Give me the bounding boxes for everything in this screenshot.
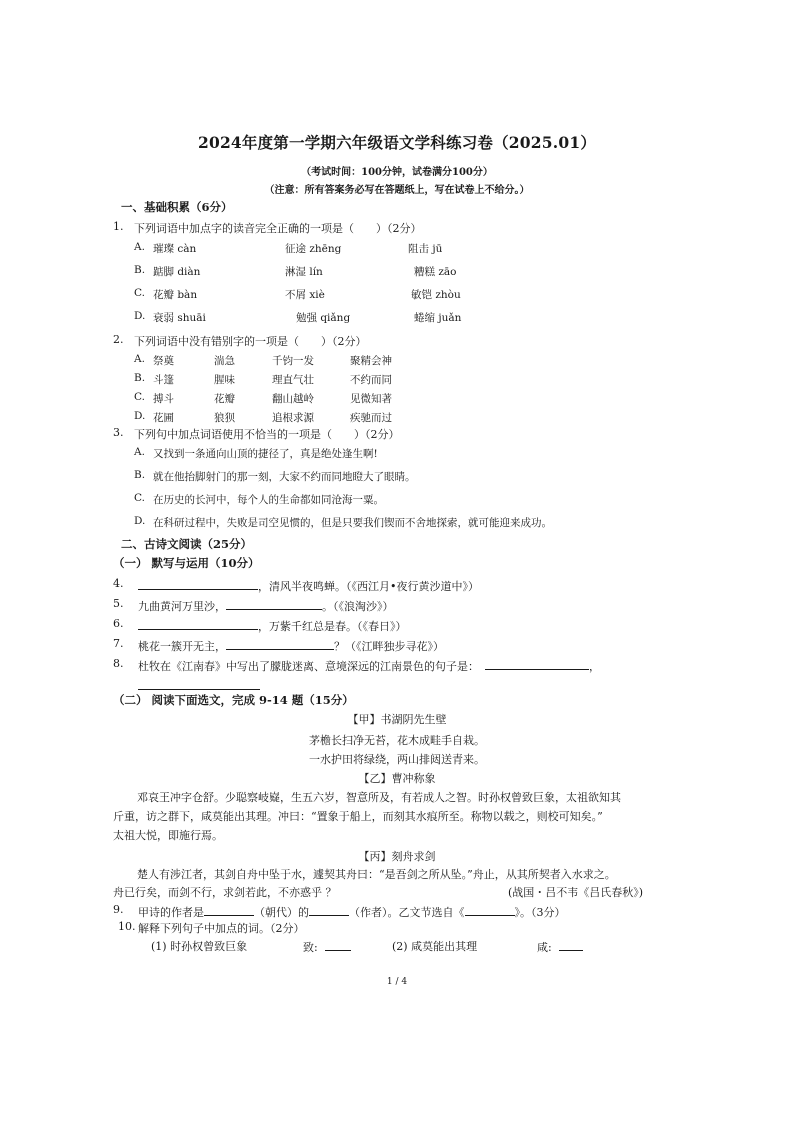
q6-answer-blank[interactable] xyxy=(138,617,258,630)
q3-option-b-label: B. xyxy=(134,469,146,481)
page-title: 2024年度第一学期六年级语文学科练习卷（2025.01） xyxy=(197,133,597,152)
passage-bing-line-1: 楚人有涉江者，其剑自舟中坠于水，遽契其舟曰：“是吾剑之所从坠。”舟止，从其所契者入水求之。 xyxy=(137,868,616,881)
q2-option-b-item-2: 腥味 xyxy=(214,374,235,386)
q2-option-d-item-3: 追根求源 xyxy=(272,412,314,424)
q2-option-b-item-1: 斗篷 xyxy=(153,374,174,386)
passage-bing-line-2: 舟已行矣，而剑不行，求剑若此，不亦惑乎 ？ xyxy=(113,886,337,899)
q2-option-d-label: D. xyxy=(134,410,146,422)
q3-number: 3. xyxy=(113,426,124,439)
q2-option-a-item-3: 千钧一发 xyxy=(272,355,314,367)
q5-number: 5. xyxy=(113,597,124,610)
q6-text: ，万紫千红总是春。（《春日》） xyxy=(258,620,407,633)
q2-number: 2. xyxy=(113,333,124,346)
q10-answer-1-blank[interactable] xyxy=(325,938,351,951)
q3-option-d-label: D. xyxy=(134,515,146,527)
poem-jia-line-2: 一水护田将绿绕，两山排闼送青来。 xyxy=(309,753,485,766)
poem-jia-line-1: 茅檐长扫净无苔，花木成畦手自栽。 xyxy=(309,734,485,747)
q9-author-blank[interactable] xyxy=(309,903,349,916)
q8-answer-blank-2[interactable] xyxy=(138,677,260,690)
passage-bing-source: (战国・吕不韦《吕氏春秋》) xyxy=(508,886,644,899)
q6-number: 6. xyxy=(113,617,124,630)
q4-line xyxy=(138,577,479,594)
q9-number: 9. xyxy=(113,903,124,916)
q1-option-c-item-1: 花瓣 bàn xyxy=(153,289,198,301)
q8-text-after: ， xyxy=(589,660,600,673)
q7-text-after: ？（《江畔独步寻花》） xyxy=(334,640,444,653)
q1-option-d-item-3: 蜷缩 juǎn xyxy=(414,312,462,324)
q1-option-b-label: B. xyxy=(134,264,146,276)
q1-number: 1. xyxy=(113,220,124,233)
q7-line xyxy=(138,637,444,654)
q2-option-a-item-2: 湍急 xyxy=(214,355,235,367)
q3-option-a-label: A. xyxy=(134,446,145,458)
q2-option-d-item-4: 疾驰而过 xyxy=(350,412,392,424)
q3-option-c-label: C. xyxy=(134,492,145,504)
q9-text-3: （作者）。乙文节选自《 xyxy=(349,906,465,919)
passage-yi-line-1: 邓哀王冲字仓舒。少聪察岐嶷，生五六岁，智意所及，有若成人之智。时孙权曾致巨象，太祖欲知其 xyxy=(137,791,621,804)
q2-option-d-item-1: 花圃 xyxy=(153,412,174,424)
poem-jia-title: 【甲】书湖阴先生壁 xyxy=(347,713,447,726)
q1-option-d-item-2: 勉强 qiǎng xyxy=(296,312,351,324)
q6-line xyxy=(138,617,407,634)
q1-option-a-item-1: 璀璨 càn xyxy=(153,243,197,255)
q4-text: ，清风半夜鸣蝉。（《西江月•夜行黄沙道中》） xyxy=(258,580,479,593)
q4-number: 4. xyxy=(113,577,124,590)
q7-number: 7. xyxy=(113,637,124,650)
q9-source-blank[interactable] xyxy=(465,903,515,916)
q10-answer-2 xyxy=(537,938,583,955)
passage-yi-line-3: 太祖大悦，即施行焉。 xyxy=(113,829,223,842)
part-2-heading: （二） 阅读下面选文，完成 9-14 题（15分） xyxy=(113,693,354,707)
section-2-heading: 二、古诗文阅读（25分） xyxy=(121,537,253,551)
q8-number: 8. xyxy=(113,657,124,670)
q9-text-4: 》。（3分） xyxy=(514,906,566,919)
page-number: 1 / 4 xyxy=(386,977,408,987)
q10-answer-1 xyxy=(303,938,351,955)
q2-option-a-label: A. xyxy=(134,353,145,365)
q8-line xyxy=(138,657,600,674)
q5-line xyxy=(138,597,394,614)
q5-answer-blank[interactable] xyxy=(226,597,322,610)
passage-yi-line-2: 斤重，访之群下，咸莫能出其理。冲曰：“置象于船上，而刻其水痕所至。称物以载之，则校可知矣。” xyxy=(113,810,603,823)
q2-option-d-item-2: 狼狈 xyxy=(214,412,235,424)
q2-option-c-item-3: 翻山越岭 xyxy=(272,393,314,405)
q2-option-c-item-4: 见微知著 xyxy=(350,393,392,405)
q2-option-a-item-4: 聚精会神 xyxy=(350,355,392,367)
q9-line xyxy=(138,903,566,920)
q2-stem: 下列词语中没有错别字的一项是（ ）（2分） xyxy=(134,335,367,348)
q1-option-a-label: A. xyxy=(134,241,145,253)
q10-stem: 解释下列句子中加点的词。（2分） xyxy=(138,922,305,935)
passage-bing-title: 【丙】刻舟求剑 xyxy=(358,850,436,863)
q8-answer-blank-1[interactable] xyxy=(485,657,589,670)
q3-option-c-text: 在历史的长河中，每个人的生命都如同沧海一粟。 xyxy=(153,494,384,506)
q3-stem: 下列句中加点词语使用不恰当的一项是（ ）（2分） xyxy=(134,428,400,441)
q1-option-c-item-3: 敏铠 zhòu xyxy=(411,289,461,301)
q8-line-2 xyxy=(138,677,260,693)
q10-answer-1-label: 致: xyxy=(303,941,318,954)
q10-sentence-2: (2) 咸莫能出其理 xyxy=(392,940,478,953)
part-1-heading: （一） 默写与运用（10分） xyxy=(113,556,260,570)
q1-option-c-label: C. xyxy=(134,287,145,299)
q9-text-1: 甲诗的作者是 xyxy=(138,906,204,919)
q1-option-c-item-2: 不屑 xiè xyxy=(285,289,325,301)
q1-option-b-item-1: 踮脚 diàn xyxy=(153,266,201,278)
q2-option-b-item-3: 理直气壮 xyxy=(272,374,314,386)
q2-option-a-item-1: 祭奠 xyxy=(153,355,174,367)
q10-number: 10. xyxy=(118,920,136,933)
q4-answer-blank[interactable] xyxy=(138,577,258,590)
q1-option-b-item-3: 糟糕 zāo xyxy=(414,266,457,278)
q8-text: 杜牧在《江南春》中写出了朦胧迷离、意境深远的江南景色的句子是： xyxy=(138,660,479,673)
q2-option-c-label: C. xyxy=(134,391,145,403)
q1-stem: 下列词语中加点字的读音完全正确的一项是（ ）（2分） xyxy=(134,222,422,235)
q1-option-a-item-3: 阻击 jū xyxy=(408,243,443,255)
q2-option-c-item-2: 花瓣 xyxy=(214,393,235,405)
q3-option-a-text: 又找到一条通向山顶的捷径了，真是绝处逢生啊! xyxy=(153,448,378,460)
q9-dynasty-blank[interactable] xyxy=(204,903,254,916)
q1-option-d-label: D. xyxy=(134,310,146,322)
q10-answer-2-blank[interactable] xyxy=(559,938,583,951)
q5-text-before: 九曲黄河万里沙， xyxy=(138,600,226,613)
q2-option-c-item-1: 搏斗 xyxy=(153,393,174,405)
section-1-heading: 一、基础积累（6分） xyxy=(121,200,233,214)
q1-option-d-item-1: 衰弱 shuāi xyxy=(153,312,206,324)
q7-text-before: 桃花一簇开无主， xyxy=(138,640,226,653)
q10-answer-2-label: 咸: xyxy=(537,941,552,954)
q3-option-d-text: 在科研过程中，失败是司空见惯的，但是只要我们锲而不舍地探索，就可能迎来成功。 xyxy=(153,517,552,529)
exam-notice: （注意：所有答案务必写在答题纸上，写在试卷上不给分。） xyxy=(264,185,530,196)
q10-sentence-1: (1) 时孙权曾致巨象 xyxy=(151,940,248,953)
q1-option-b-item-2: 淋湿 lín xyxy=(285,266,323,278)
q2-option-b-label: B. xyxy=(134,372,146,384)
q9-text-2: （朝代）的 xyxy=(254,906,309,919)
q7-answer-blank[interactable] xyxy=(226,637,334,650)
q3-option-b-text: 就在他抬脚射门的那一刻，大家不约而同地瞪大了眼睛。 xyxy=(153,471,416,483)
passage-yi-title: 【乙】曹冲称象 xyxy=(358,772,436,785)
exam-info: （考试时间：100分钟，试卷满分100分） xyxy=(301,167,493,178)
q5-text-after: 。（《浪淘沙》） xyxy=(322,600,394,613)
q1-option-a-item-2: 征途 zhēng xyxy=(285,243,342,255)
q2-option-b-item-4: 不约而同 xyxy=(350,374,392,386)
